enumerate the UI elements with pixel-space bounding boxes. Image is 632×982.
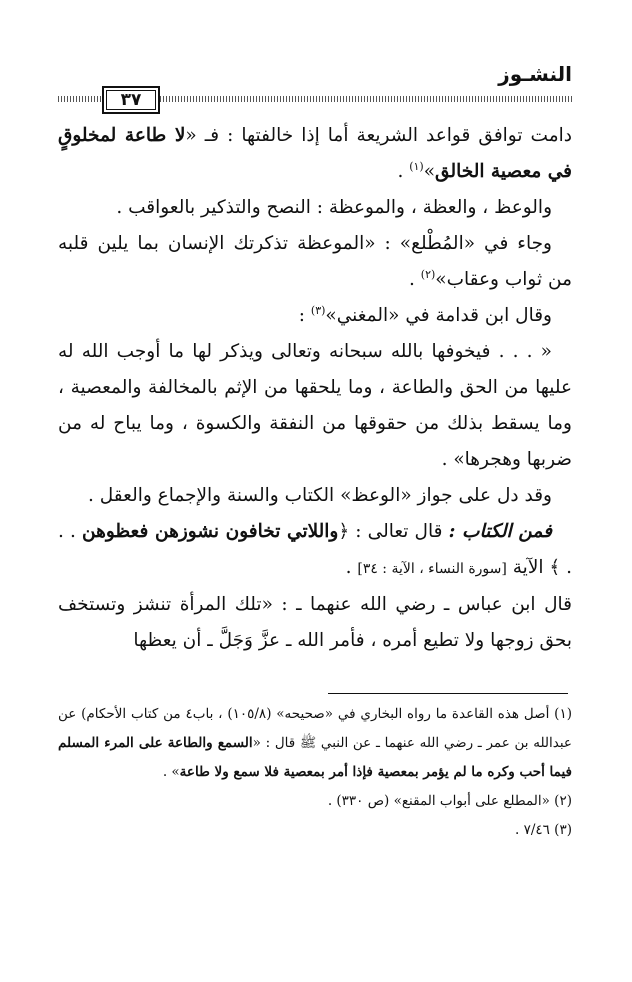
running-title: النشـوز: [498, 62, 572, 86]
footnote-ref-2[interactable]: (٢): [420, 267, 436, 281]
rule-quote: لا طاعة لمخلوقٍ في معصية الخالق: [58, 125, 572, 182]
footnote-divider: [328, 693, 568, 694]
main-text: [58, 118, 572, 659]
footnote-ref-1[interactable]: (١): [409, 159, 424, 173]
paragraph-6: وقد دل على جواز «الوعظ» الكتاب والسنة والإجماع والعقل .: [88, 485, 552, 506]
paragraph-7: فمن الكتاب : قال تعالى : ﴿واللاتي تخافون نشوزهن فعظوهن . . . ﴾ الآية [سورة النساء ، الآية : ٣٤] .: [58, 521, 572, 578]
footnote-ref-3[interactable]: (٣): [310, 303, 326, 317]
page-number: ٣٧: [102, 86, 160, 114]
page-header: [58, 58, 572, 112]
footnote-1: (١) أصل هذه القاعدة ما رواه البخاري في «صحيحه» (١٠٥/٨) ، باب٤ من كتاب الأحكام) عن عبدالله بن عمر ـ رضي الله عنهما ـ عن النبي ﷺ قال : «السمع والطاعة على المرء المسلم فيما أحب وكره ما لم يؤمر بمعصية فإذا أمر بمعصية فلا سمع ولا طاعة» .: [58, 706, 572, 780]
footnotes: [58, 700, 572, 845]
paragraph-5-quote: « . . . فيخوفها بالله سبحانه وتعالى ويذكر لها ما أوجب الله له عليها من الحق والطاعة ، وما يلحقها من الإثم بالمخالفة والمعصية ، وما يسقط بذلك من حقوقها من النفقة والكسوة ، وما يباح له من ضربها وهجرها» .: [58, 341, 572, 470]
hadith-quote: السمع والطاعة على المرء المسلم فيما أحب وكره ما لم يؤمر بمعصية فإذا أمر بمعصية فلا سمع ولا طاعة: [58, 735, 572, 780]
paragraph-2: والوعظ ، والعظة ، والموعظة : النصح والتذكير بالعواقب .: [116, 197, 552, 218]
paragraph-4: وقال ابن قدامة في «المغني»$^{(٣)}$ :: [298, 303, 552, 326]
paragraph-3: وجاء في «المُطْلع» : «الموعظة تذكرتك الإنسان بما يلين قلبه من ثواب وعقاب»$^{(٢)}$ .: [58, 233, 572, 290]
footnote-2: (٢) «المطلع على أبواب المقنع» (ص ٣٣٠) .: [327, 793, 572, 809]
verse-source: [سورة النساء ، الآية : ٣٤]: [357, 561, 507, 577]
paragraph-1: دامت توافق قواعد الشريعة أما إذا خالفتها : فـ «لا طاعة لمخلوقٍ في معصية الخالق»$^{(١)}$ .: [58, 125, 573, 182]
footnote-3: (٣) ٧/٤٦ .: [514, 822, 572, 838]
paragraph-8: قال ابن عباس ـ رضي الله عنهما ـ : «تلك المرأة تنشز وتستخف بحق زوجها ولا تطيع أمره ، فأمر الله ـ عزَّ وَجَلَّ ـ أن يعظها: [58, 594, 572, 651]
quran-verse: واللاتي تخافون نشوزهن فعظوهن: [81, 521, 339, 542]
section-lead: فمن الكتاب :: [448, 521, 552, 542]
